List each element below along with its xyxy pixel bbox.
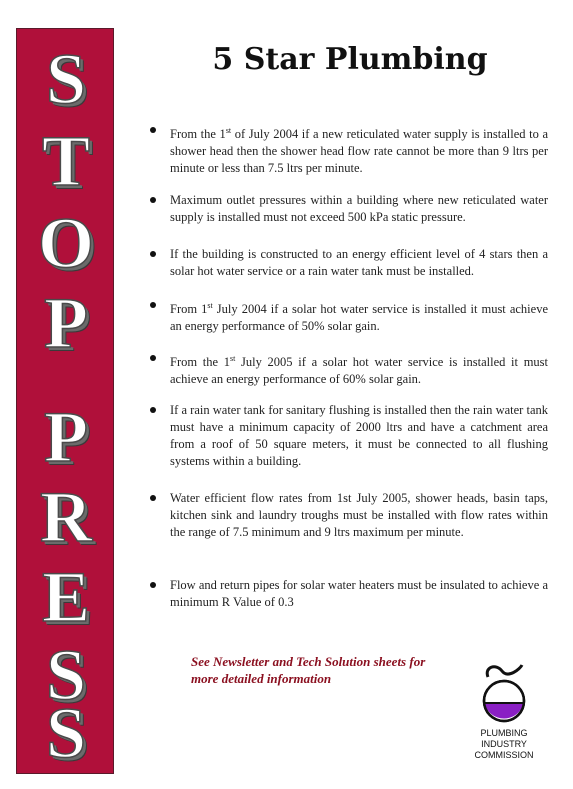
note-line: more detailed information: [191, 671, 332, 686]
list-item: [150, 192, 548, 226]
banner-letter: T: [41, 121, 91, 201]
banner-letter: P: [44, 283, 88, 363]
banner-letter: S: [45, 635, 87, 715]
list-item-text: If a rain water tank for sanitary flushing is installed then the rain water tank must have a minimum capacity of 2000 ltrs and have a catchment area from a roof of 50 square meters, it must be connected to all flushing systems within a building.: [170, 403, 548, 468]
bullet-icon: [150, 302, 156, 308]
stop-press-banner: [16, 28, 114, 774]
plumbing-industry-commission-logo: [454, 663, 554, 773]
banner-letter: S: [45, 693, 87, 773]
list-item-text: From 1st July 2004 if a solar hot water service is installed it must achieve an energy performance of 50% solar gain.: [170, 301, 549, 334]
page-title: 5 Star Plumbing: [212, 42, 488, 77]
list-item-text: If the building is constructed to an energy efficient level of 4 stars then a solar hot water service or a rain water tank must be installed.: [170, 247, 548, 278]
banner-letter: E: [41, 557, 91, 637]
bullet-icon: [150, 582, 156, 588]
banner-letter: P: [44, 397, 88, 477]
list-item-text: Maximum outlet pressures within a building where new reticulated water supply is installed must not exceed 500 kPa static pressure.: [170, 193, 548, 224]
list-item: [150, 577, 548, 611]
banner-letter: S: [45, 39, 87, 119]
list-item: [150, 402, 548, 470]
bullet-icon: [150, 251, 156, 257]
list-item-text: From the 1st July 2005 if a solar hot water service is installed it must achieve an energy performance of 60% solar gain.: [170, 354, 548, 387]
list-item: [150, 350, 548, 388]
list-item-text: From the 1st of July 2004 if a new reticulated water supply is installed to a shower head then the shower head flow rate cannot be more than 9 ltrs per minute or less than 7.5 ltrs per minute.: [170, 126, 549, 176]
list-item: [150, 122, 548, 177]
further-info-note: [191, 653, 451, 687]
bullet-icon: [150, 127, 156, 133]
droplet-flask-icon: [474, 663, 534, 725]
logo-text-line: COMMISSION: [474, 750, 534, 760]
list-item-text: Water efficient flow rates from 1st July 2005, shower heads, basin taps, kitchen sink and laundry troughs must be installed with flow rates within the range of 7.5 minimum and 9 ltrs maximum per minute.: [170, 491, 548, 539]
note-line: See Newsletter and Tech Solution sheets for: [191, 654, 426, 669]
logo-text-line: PLUMBING: [480, 728, 528, 738]
logo-text-line: INDUSTRY: [481, 739, 527, 749]
list-item: [150, 490, 548, 541]
list-item: [150, 297, 548, 335]
banner-letter: O: [37, 203, 94, 283]
bullet-icon: [150, 197, 156, 203]
banner-letter: R: [40, 477, 92, 557]
list-item: [150, 246, 548, 280]
bullet-icon: [150, 495, 156, 501]
bullet-icon: [150, 407, 156, 413]
bullet-icon: [150, 355, 156, 361]
list-item-text: Flow and return pipes for solar water heaters must be insulated to achieve a minimum R Value of 0.3: [170, 578, 548, 609]
